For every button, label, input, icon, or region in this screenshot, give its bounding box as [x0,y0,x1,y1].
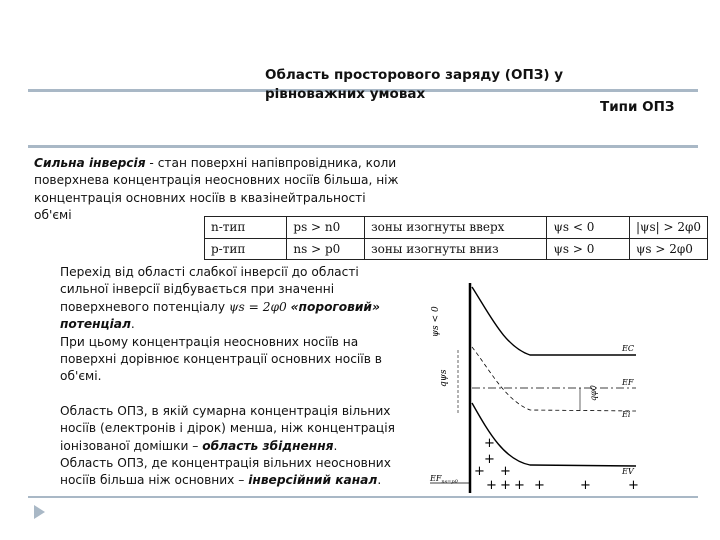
table-cell-bands: зоны изогнуты вверх [365,217,547,239]
slide-title: Область просторового заряду (ОПЗ) у рівноважних умовах [265,67,564,102]
table-cell-concentration: ps > n0 [287,217,365,239]
ec-label: EC [622,344,634,353]
threshold-end: . [130,317,135,332]
efns-label: $EF_{ns=p0}$ [430,474,458,485]
ev-label: EV [622,467,634,476]
channel-end: . [377,473,382,488]
header-divider [28,145,698,148]
table-cell-bands: зоны изогнуты вниз [365,238,547,260]
table-cell-concentration: ns > p0 [287,238,365,260]
table-row [205,217,708,239]
plus-charge: + [500,478,511,493]
plus-charge: + [628,478,639,493]
ei-curve [472,347,636,411]
threshold-formula: ψs = 2φ0 [228,299,287,314]
table-cell-type: n-тип [205,217,287,239]
plus-charge: + [484,436,495,451]
table-cell-condition: ψs > 2φ0 [629,238,707,260]
table-cell-condition: |ψs| > 2φ0 [629,217,707,239]
paragraph-equal: При цьому концентрація неосновних носіїв на поверхні дорівнює концентрації основних носіїв в об'ємі. [60,334,382,384]
opz-types-table [204,216,708,260]
threshold-term: «пороговий» потенціал [60,299,380,332]
footer-divider [28,496,698,498]
channel-term: інверсійний канал [248,473,378,488]
definition-paragraph [34,155,404,225]
paragraph-depletion [60,403,405,455]
depletion-term: область збіднення [202,438,334,453]
channel-text: Область ОПЗ, де концентрація вільних неосновних носіїв більша ніж основних – [60,456,391,488]
plus-charge: + [474,464,485,479]
plus-charge: + [514,478,525,493]
slide-subtitle: Типи ОПЗ [600,99,675,115]
table-cell-potential: ψs > 0 [547,238,630,260]
plus-charge: + [500,464,511,479]
threshold-text: Перехід від області слабкої інверсії до області сильної інверсії відбувається при значенні поверхневого потенціалу [60,265,359,314]
qpsi-label: qψs [439,369,449,387]
plus-charge: + [486,478,497,493]
band-diagram [410,275,710,495]
ec-curve [472,287,636,355]
plus-charge: + [534,478,545,493]
table-cell-type: p-тип [205,238,287,260]
table-cell-potential: ψs < 0 [547,217,630,239]
plus-charge: + [580,478,591,493]
psi-label: ψs < 0 [431,306,441,337]
qphi-label: qφ0 [589,385,598,401]
ev-curve [472,403,636,466]
plus-charge: + [484,452,495,467]
table-row [205,238,708,260]
definition-term: Сильна інверсія [34,156,146,170]
paragraph-channel [60,455,405,490]
ei-label: Ei [622,410,631,419]
ef-label: EF [622,378,634,387]
next-slide-arrow[interactable] [34,505,45,519]
body-text [60,264,405,490]
paragraph-threshold [60,264,405,334]
depletion-text: Область ОПЗ, в якій сумарна концентрація вільних носіїв (електронів і дірок) менша, ніж концентрація іонізованої домішки – [60,403,395,453]
depletion-end: . [333,438,338,453]
definition-text: - стан поверхні напівпровідника, коли поверхнева концентрація неосновних носіїв більша, ніж концентрація основних носіїв в квазінейтральності об'ємі [34,156,399,223]
